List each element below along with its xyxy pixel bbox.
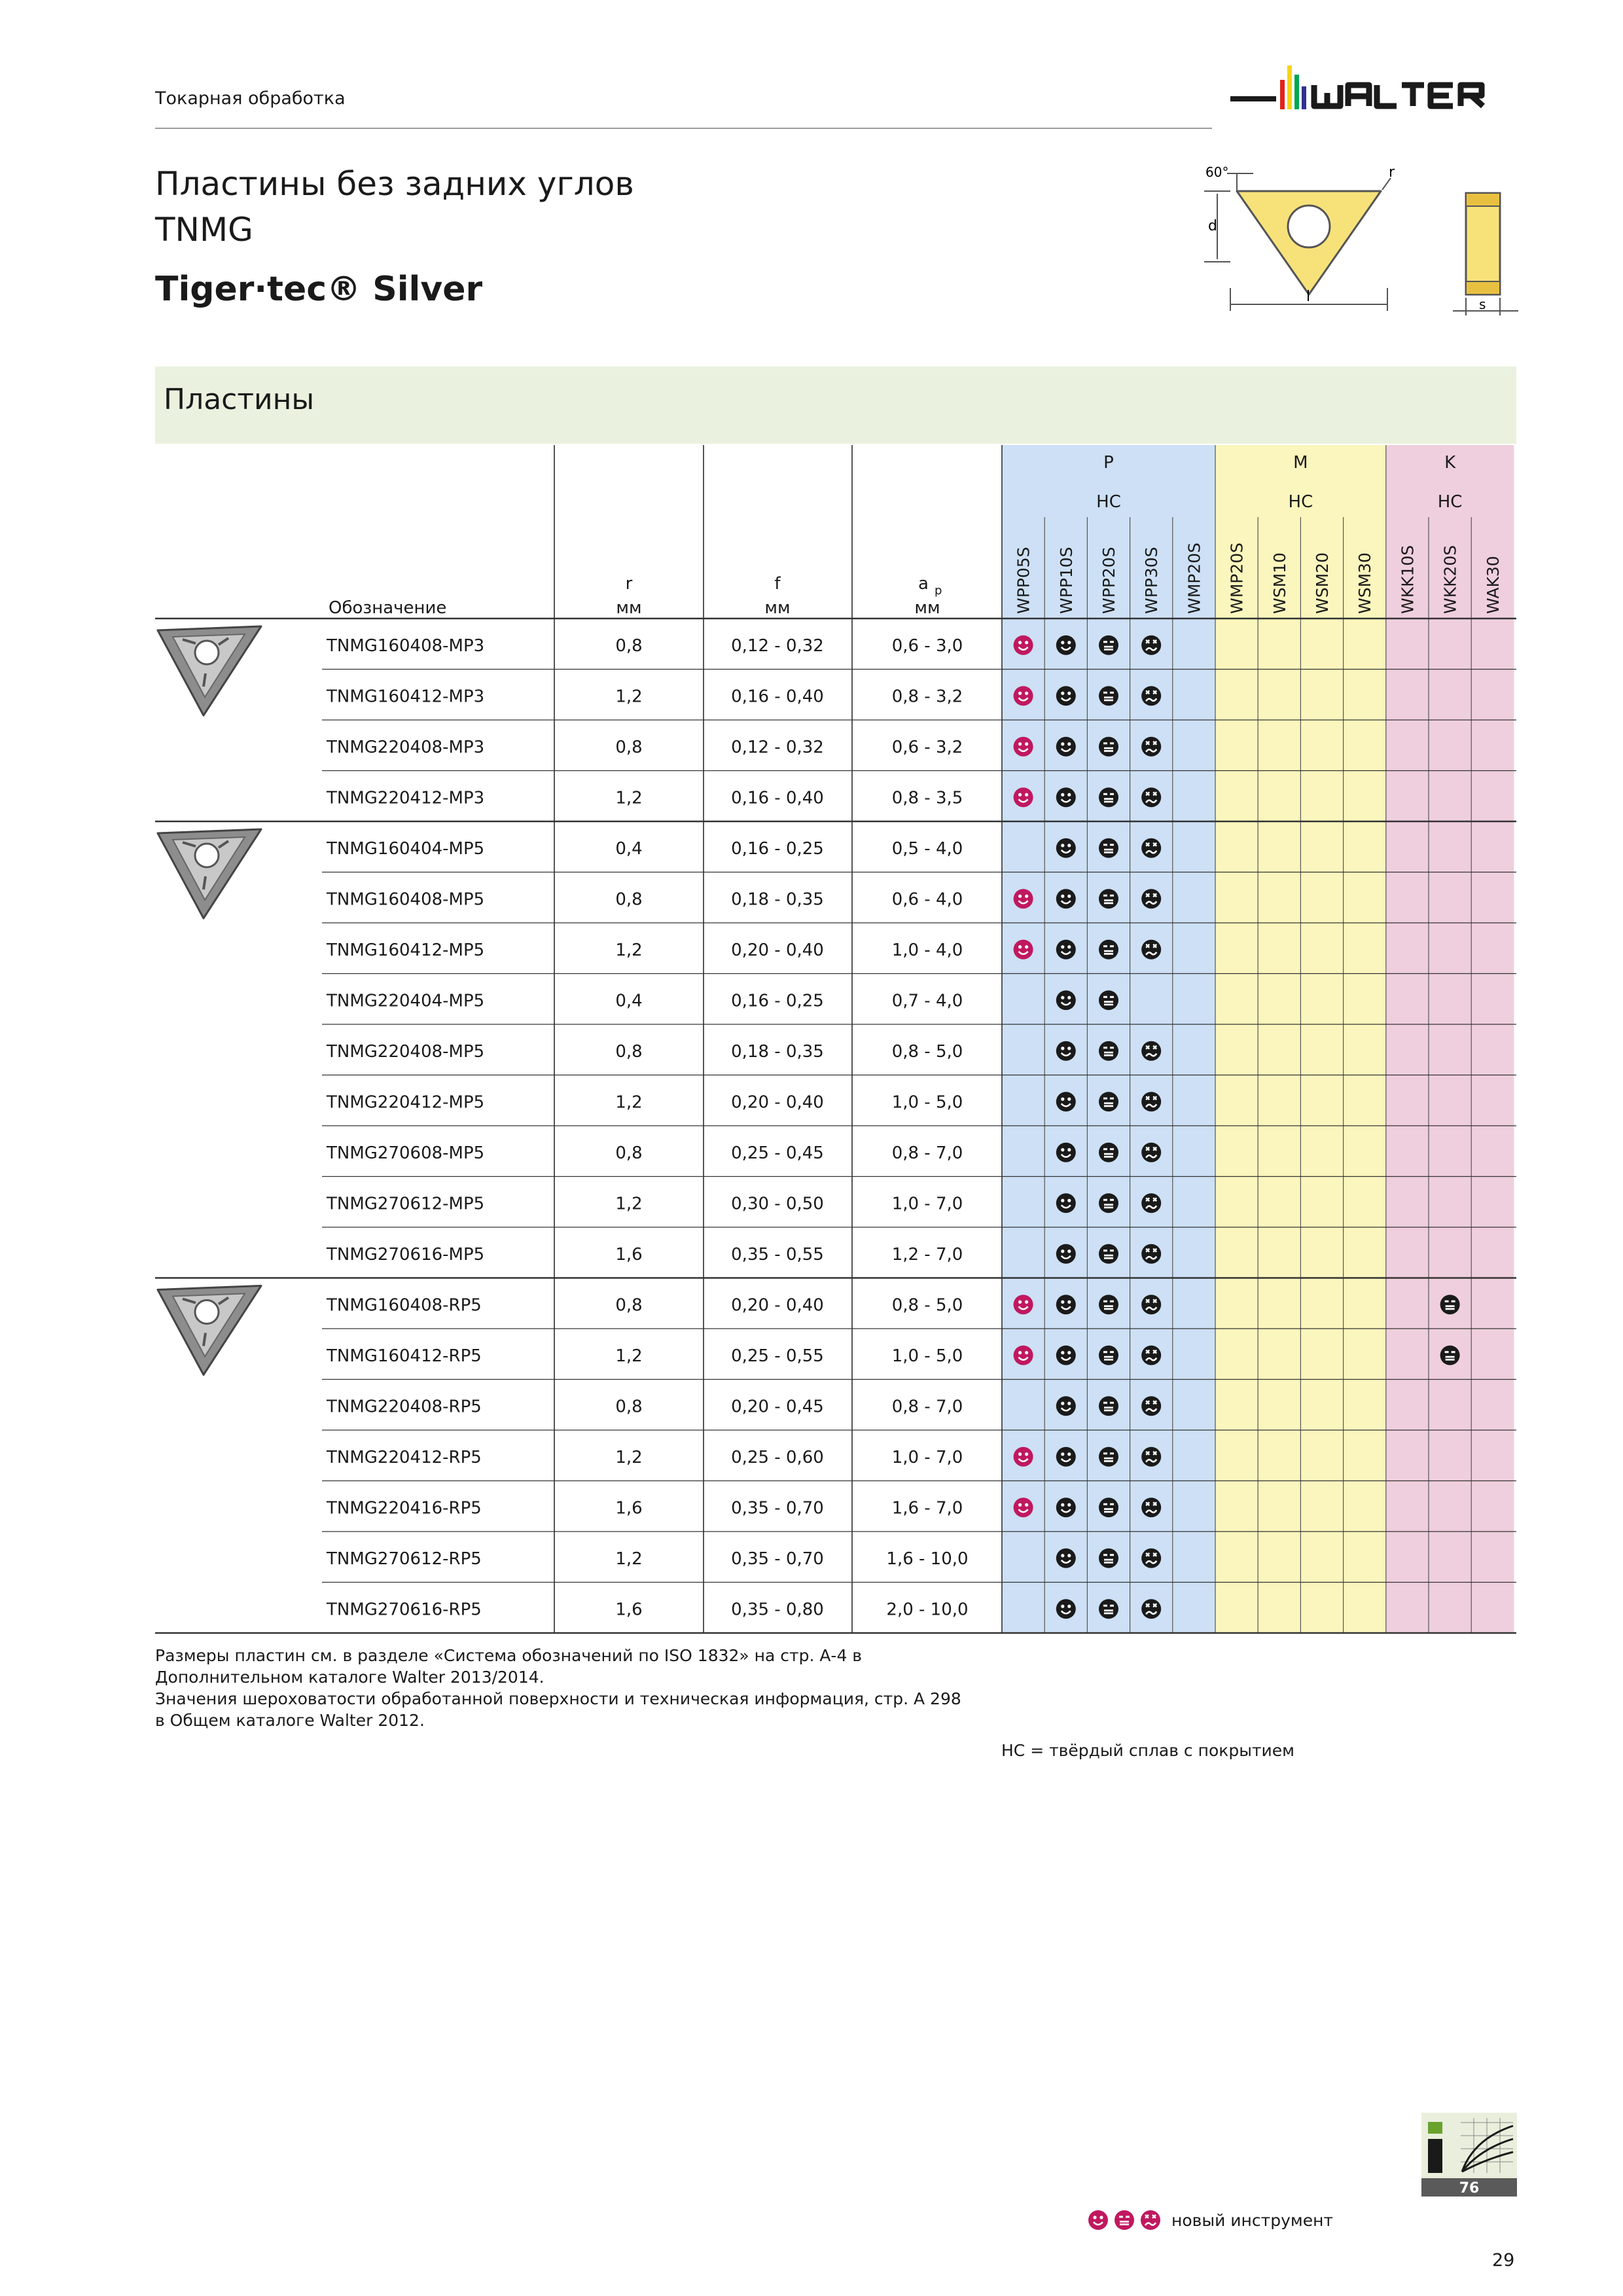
new-tool-symbol [1014, 889, 1033, 908]
row-feed: 0,25 - 0,45 [731, 1143, 824, 1163]
row-radius: 1,6 [615, 1498, 643, 1518]
suitability-symbol [1099, 838, 1118, 858]
feed-header: f [774, 574, 781, 594]
suitability-symbol [1141, 686, 1161, 706]
suitability-symbol [1141, 636, 1161, 655]
coating-label: HC [1288, 492, 1313, 512]
suitability-symbol [1141, 1346, 1161, 1365]
coating-label: HC [1096, 492, 1121, 512]
row-feed: 0,20 - 0,45 [731, 1397, 824, 1417]
row-depth: 0,8 - 7,0 [891, 1397, 963, 1417]
suitability-symbol [1056, 686, 1076, 706]
row-feed: 0,16 - 0,25 [731, 839, 824, 859]
suitability-symbol [1056, 1498, 1076, 1517]
suitability-symbol [1056, 889, 1076, 908]
suitability-symbol [1099, 636, 1118, 655]
legend-text: новый инструмент [1171, 2211, 1334, 2230]
section-band [155, 367, 1516, 444]
suitability-symbol [1056, 1346, 1076, 1365]
suitability-symbol [1141, 1599, 1161, 1619]
row-depth: 0,5 - 4,0 [891, 839, 963, 859]
row-radius: 0,8 [615, 889, 643, 910]
coating-label: HC [1437, 492, 1463, 512]
suitability-symbol [1056, 1295, 1076, 1314]
grade-name: WSM30 [1355, 552, 1375, 614]
suitability-symbol [1141, 1193, 1161, 1213]
suitability-symbol [1056, 1193, 1076, 1213]
row-radius: 1,2 [615, 941, 643, 960]
row-designation: TNMG160408-MP3 [327, 636, 485, 656]
suitability-symbol [1141, 1396, 1161, 1416]
insert-top-view [1204, 164, 1395, 311]
row-feed: 0,18 - 0,35 [731, 1042, 824, 1062]
insert-side-view [1453, 193, 1518, 315]
row-radius: 1,2 [615, 1346, 643, 1366]
new-tool-symbol [1014, 1295, 1033, 1314]
row-designation: TNMG160408-RP5 [327, 1295, 482, 1316]
row-designation: TNMG220408-MP5 [327, 1042, 485, 1062]
suitability-symbol [1056, 1447, 1076, 1467]
suitability-symbol [1056, 636, 1076, 655]
suitability-symbol [1141, 1295, 1161, 1314]
diagram-l-label: l [1306, 289, 1311, 305]
radius-unit: мм [616, 598, 642, 618]
diagram-d-label: d [1208, 218, 1217, 234]
suitability-symbol [1099, 737, 1118, 757]
diagram-angle-label: 60° [1205, 164, 1229, 180]
row-radius: 1,2 [615, 687, 643, 707]
row-feed: 0,12 - 0,32 [731, 738, 824, 757]
row-depth: 1,0 - 5,0 [891, 1092, 963, 1113]
row-designation: TNMG160412-MP3 [327, 687, 485, 707]
suitability-symbol [1440, 1295, 1460, 1314]
row-designation: TNMG220416-RP5 [327, 1498, 482, 1518]
insert-thumbnail [158, 829, 261, 918]
row-radius: 1,2 [615, 1549, 643, 1569]
grade-name: WPP10S [1056, 547, 1076, 614]
suitability-symbol [1056, 1244, 1076, 1264]
new-tool-symbol [1014, 787, 1033, 807]
legend-symbol-2 [1115, 2210, 1134, 2230]
row-depth: 1,0 - 4,0 [891, 941, 963, 960]
row-depth: 1,6 - 10,0 [886, 1549, 969, 1569]
material-group-label: P [1103, 453, 1114, 473]
insert-type-title: TNMG [155, 211, 253, 249]
suitability-symbol [1141, 1498, 1161, 1517]
suitability-symbol [1099, 1143, 1118, 1162]
row-radius: 1,6 [615, 1600, 643, 1620]
row-depth: 0,6 - 3,0 [891, 636, 963, 656]
new-tool-symbol [1014, 636, 1033, 655]
row-depth: 0,8 - 5,0 [891, 1042, 963, 1062]
row-radius: 1,2 [615, 1092, 643, 1113]
iso-chart-badge [1421, 2113, 1517, 2197]
suitability-symbol [1099, 1498, 1118, 1517]
row-depth: 1,2 - 7,0 [891, 1245, 963, 1265]
suitability-symbol [1099, 889, 1118, 908]
row-feed: 0,30 - 0,50 [731, 1194, 824, 1214]
grade-name: WPP05S [1014, 547, 1033, 614]
suitability-symbol [1056, 737, 1076, 757]
grade-group-background [1386, 445, 1514, 1633]
grade-name: WPP30S [1142, 547, 1162, 614]
badge-number: 76 [1459, 2180, 1480, 2197]
suitability-symbol [1141, 787, 1161, 807]
depth-unit: мм [914, 598, 940, 618]
suitability-symbol [1141, 940, 1161, 960]
row-depth: 2,0 - 10,0 [886, 1600, 969, 1620]
hc-definition: HC = твёрдый сплав с покрытием [1001, 1741, 1295, 1760]
suitability-symbol [1099, 1193, 1118, 1213]
row-radius: 0,8 [615, 1042, 643, 1062]
suitability-symbol [1056, 1041, 1076, 1061]
new-tool-symbol [1014, 737, 1033, 757]
grade-name: WAK30 [1483, 556, 1503, 614]
suitability-symbol [1099, 1346, 1118, 1365]
suitability-symbol [1099, 1447, 1118, 1467]
walter-logo [1230, 60, 1518, 119]
row-depth: 0,6 - 4,0 [891, 889, 963, 910]
row-radius: 0,8 [615, 1143, 643, 1163]
row-depth: 0,6 - 3,2 [891, 738, 963, 757]
material-group-label: K [1444, 453, 1456, 473]
page-number: 29 [1492, 2250, 1515, 2270]
row-feed: 0,20 - 0,40 [731, 1092, 824, 1113]
suitability-symbol [1141, 1244, 1161, 1264]
suitability-symbol [1056, 787, 1076, 807]
row-designation: TNMG270612-RP5 [327, 1549, 482, 1569]
legend-symbol-1 [1088, 2210, 1108, 2230]
suitability-symbol [1099, 1041, 1118, 1061]
row-designation: TNMG160412-MP5 [327, 941, 485, 960]
suitability-symbol [1056, 1143, 1076, 1162]
row-designation: TNMG270616-RP5 [327, 1600, 482, 1620]
suitability-symbol [1099, 686, 1118, 706]
grade-name: WKK10S [1398, 545, 1418, 614]
suitability-symbol [1056, 1599, 1076, 1619]
footnote-line: Размеры пластин см. в разделе «Система обозначений по ISO 1832» на стр. А-4 в [155, 1646, 863, 1665]
depth-header-subscript: p [935, 584, 942, 598]
grade-name: WSM20 [1313, 552, 1332, 614]
inserts-table [155, 445, 1516, 1640]
row-feed: 0,16 - 0,40 [731, 687, 824, 707]
new-tool-symbol [1014, 940, 1033, 960]
footnote-line: в Общем каталоге Walter 2012. [155, 1711, 425, 1730]
row-designation: TNMG270616-MP5 [327, 1245, 485, 1265]
row-designation: TNMG220408-MP3 [327, 738, 485, 757]
page-title: Пластины без задних углов [155, 165, 634, 203]
suitability-symbol [1099, 1244, 1118, 1264]
suitability-symbol [1056, 940, 1076, 960]
row-depth: 0,8 - 7,0 [891, 1143, 963, 1163]
row-designation: TNMG220412-MP3 [327, 788, 485, 808]
row-feed: 0,16 - 0,40 [731, 788, 824, 808]
suitability-symbol [1099, 1396, 1118, 1416]
new-tool-symbol [1014, 686, 1033, 706]
suitability-symbol [1141, 737, 1161, 757]
row-feed: 0,25 - 0,55 [731, 1346, 824, 1366]
radius-header: r [625, 574, 633, 594]
suitability-symbol [1141, 889, 1161, 908]
section-label: Токарная обработка [155, 88, 346, 109]
footnote-line: Значения шероховатости обработанной поверхности и техническая информация, стр. А 298 [155, 1689, 961, 1708]
insert-thumbnail [158, 1286, 261, 1375]
row-designation: TNMG160408-MP5 [327, 889, 485, 910]
row-feed: 0,20 - 0,40 [731, 1295, 824, 1316]
table-row [326, 990, 1118, 1011]
row-designation: TNMG270612-MP5 [327, 1194, 485, 1214]
grade-name: WMP20S [1185, 542, 1204, 614]
row-designation: TNMG160412-RP5 [327, 1346, 482, 1366]
suitability-symbol [1141, 1549, 1161, 1568]
row-designation: TNMG220408-RP5 [327, 1397, 482, 1417]
row-feed: 0,35 - 0,55 [731, 1245, 824, 1265]
legend-symbol-3 [1141, 2210, 1160, 2230]
suitability-symbol [1099, 787, 1118, 807]
suitability-symbol [1099, 1092, 1118, 1111]
grade-name: WSM10 [1270, 552, 1289, 614]
row-feed: 0,35 - 0,70 [731, 1498, 824, 1518]
suitability-symbol [1056, 1549, 1076, 1568]
row-radius: 1,2 [615, 1448, 643, 1467]
row-designation: TNMG270608-MP5 [327, 1143, 485, 1163]
insert-thumbnail [158, 626, 261, 715]
walter-wordmark [1314, 85, 1483, 106]
row-feed: 0,25 - 0,60 [731, 1448, 824, 1467]
row-radius: 0,8 [615, 636, 643, 656]
suitability-symbol [1141, 838, 1161, 858]
row-radius: 0,4 [615, 991, 643, 1011]
row-designation: TNMG160404-MP5 [327, 839, 485, 859]
header-rule [155, 128, 1212, 129]
footnotes [155, 1645, 1071, 1731]
row-depth: 1,0 - 7,0 [891, 1448, 963, 1467]
suitability-symbol [1141, 1041, 1161, 1061]
row-depth: 0,8 - 5,0 [891, 1295, 963, 1316]
suitability-symbol [1099, 1599, 1118, 1619]
suitability-symbol [1056, 990, 1076, 1010]
row-depth: 1,6 - 7,0 [891, 1498, 963, 1518]
suitability-symbol [1099, 940, 1118, 960]
diagram-radius-label: r [1389, 164, 1395, 181]
new-tool-symbol [1014, 1498, 1033, 1517]
designation-header: Обозначение [329, 598, 447, 618]
new-tool-symbol [1014, 1346, 1033, 1365]
row-depth: 1,0 - 7,0 [891, 1194, 963, 1214]
depth-header: a [918, 574, 929, 594]
suitability-symbol [1141, 1447, 1161, 1467]
row-feed: 0,12 - 0,32 [731, 636, 824, 656]
row-radius: 1,6 [615, 1245, 643, 1265]
grade-name: WPP20S [1099, 547, 1118, 614]
suitability-symbol [1056, 838, 1076, 858]
row-feed: 0,20 - 0,40 [731, 941, 824, 960]
suitability-symbol [1141, 1143, 1161, 1162]
section-title: Пластины [164, 383, 315, 416]
grade-name: WKK20S [1440, 545, 1460, 614]
row-depth: 0,8 - 3,2 [891, 687, 963, 707]
feed-unit: мм [764, 598, 791, 618]
suitability-symbol [1056, 1092, 1076, 1111]
suitability-symbol [1099, 1549, 1118, 1568]
row-radius: 0,8 [615, 1295, 643, 1316]
product-line-title: Tiger·tec® Silver [155, 270, 483, 309]
row-radius: 1,2 [615, 788, 643, 808]
row-feed: 0,35 - 0,80 [731, 1600, 824, 1620]
row-radius: 0,4 [615, 839, 643, 859]
row-depth: 0,7 - 4,0 [891, 991, 963, 1011]
suitability-symbol [1099, 1295, 1118, 1314]
legend-icons [1086, 2207, 1165, 2233]
insert-geometry-diagram [1191, 164, 1531, 321]
row-feed: 0,35 - 0,70 [731, 1549, 824, 1569]
material-group-label: M [1293, 453, 1308, 473]
row-designation: TNMG220412-RP5 [327, 1448, 482, 1467]
grade-name: WMP20S [1227, 542, 1247, 614]
row-radius: 1,2 [615, 1194, 643, 1214]
suitability-symbol [1141, 1092, 1161, 1111]
row-radius: 0,8 [615, 1397, 643, 1417]
row-designation: TNMG220404-MP5 [327, 991, 485, 1011]
row-depth: 0,8 - 3,5 [891, 788, 963, 808]
row-feed: 0,16 - 0,25 [731, 991, 824, 1011]
diagram-s-label: s [1479, 296, 1486, 312]
footnote-line: Дополнительном каталоге Walter 2013/2014. [155, 1668, 544, 1687]
new-tool-symbol [1014, 1447, 1033, 1467]
row-feed: 0,18 - 0,35 [731, 889, 824, 910]
row-designation: TNMG220412-MP5 [327, 1092, 485, 1113]
suitability-symbol [1440, 1346, 1460, 1365]
row-radius: 0,8 [615, 738, 643, 757]
row-depth: 1,0 - 5,0 [891, 1346, 963, 1366]
suitability-symbol [1099, 990, 1118, 1010]
suitability-symbol [1056, 1396, 1076, 1416]
